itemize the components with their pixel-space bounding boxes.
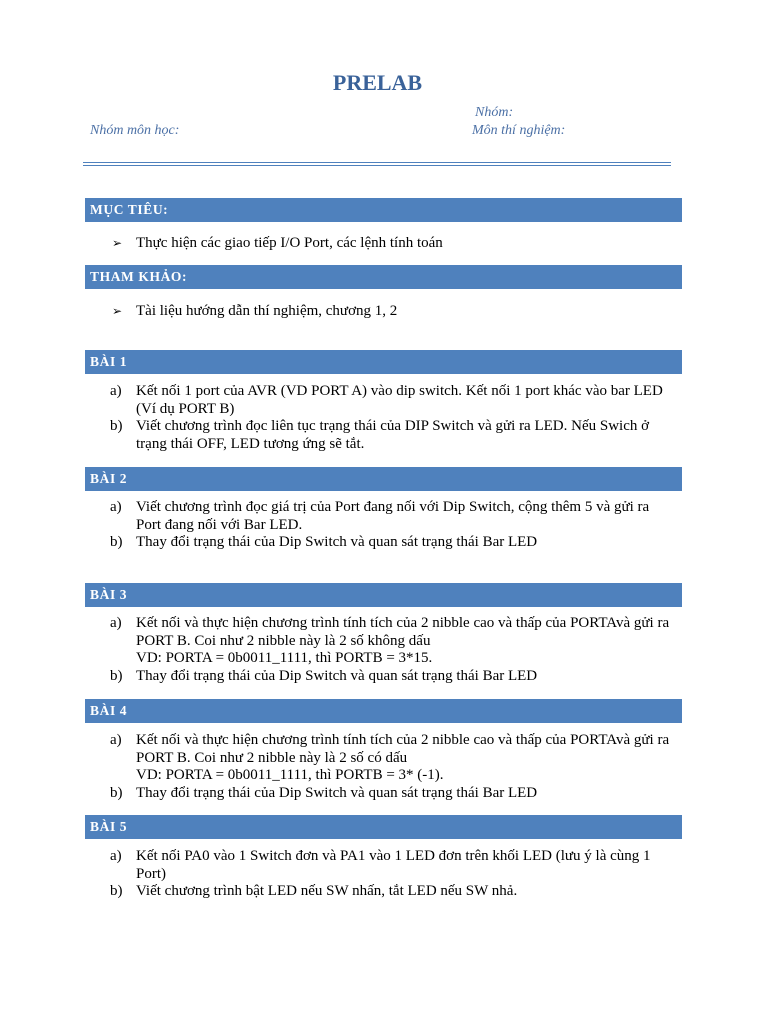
item-text-line: Port) <box>136 865 166 882</box>
item-label: b) <box>110 418 123 434</box>
item-text-line: Viết chương trình bật LED nếu SW nhấn, tắt LED nếu SW nhả. <box>136 883 518 899</box>
bullet-muc-tieu <box>112 234 443 252</box>
item-text-line: trạng thái OFF, LED tương ứng sẽ tắt. <box>136 435 365 452</box>
item-text-line: Viết chương trình đọc liên tục trạng thái của DIP Switch và gửi ra LED. Nếu Swich ở <box>136 418 650 434</box>
item-text-line: Kết nối và thực hiện chương trình tính tích của 2 nibble cao và thấp của PORTAvà gửi ra <box>136 615 670 631</box>
item-text-line: PORT B. Coi như 2 nibble này là 2 số không dấu <box>136 632 431 649</box>
section-heading-bai-3: BÀI 3 <box>85 583 682 607</box>
arrow-bullet-icon: ➢ <box>112 304 123 318</box>
item-label: b) <box>110 785 123 801</box>
item-text-line: Thay đổi trạng thái của Dip Switch và quan sát trạng thái Bar LED <box>136 785 538 801</box>
list-item-bai4-b <box>110 785 682 803</box>
section-heading-bai-1: BÀI 1 <box>85 350 682 374</box>
list-item-bai1-b <box>110 418 682 453</box>
section-heading-bai-5: BÀI 5 <box>85 815 682 839</box>
item-text-line: VD: PORTA = 0b0011_1111, thì PORTB = 3* (-1). <box>136 767 444 783</box>
course-group-label: Nhóm môn học: <box>90 123 180 138</box>
item-label: b) <box>110 668 123 684</box>
item-text-line: Kết nối PA0 vào 1 Switch đơn và PA1 vào 1 LED đơn trên khối LED (lưu ý là cùng 1 <box>136 848 651 864</box>
header-divider-top <box>83 162 671 163</box>
list-item-bai5-a <box>110 848 682 883</box>
item-label: b) <box>110 883 123 899</box>
experiment-label: Môn thí nghiệm: <box>472 123 566 138</box>
item-label: b) <box>110 534 123 550</box>
bullet-text: Thực hiện các giao tiếp I/O Port, các lệnh tính toán <box>136 235 443 251</box>
item-label: a) <box>110 383 122 399</box>
group-label: Nhóm: <box>475 105 514 120</box>
list-item-bai2-b <box>110 534 682 552</box>
list-item-bai4-a <box>110 732 682 785</box>
list-item-bai2-a <box>110 499 682 534</box>
list-item-bai3-a <box>110 615 682 668</box>
item-text-line: Thay đổi trạng thái của Dip Switch và quan sát trạng thái Bar LED <box>136 668 538 684</box>
header-divider-bottom <box>83 165 671 166</box>
page-title: PRELAB <box>332 70 423 95</box>
list-item-bai3-b <box>110 668 682 686</box>
item-text-line: Viết chương trình đọc giá trị của Port đang nối với Dip Switch, cộng thêm 5 và gửi ra <box>136 499 650 515</box>
item-label: a) <box>110 615 122 631</box>
item-label: a) <box>110 732 122 748</box>
section-heading-tham-khao: THAM KHẢO: <box>85 265 682 289</box>
item-text-line: Port đang nối với Bar LED. <box>136 516 303 533</box>
list-item-bai5-b <box>110 883 682 901</box>
item-text-line: Thay đổi trạng thái của Dip Switch và quan sát trạng thái Bar LED <box>136 534 538 550</box>
bullet-tham-khao <box>112 302 397 320</box>
item-label: a) <box>110 848 122 864</box>
section-heading-bai-4: BÀI 4 <box>85 699 682 723</box>
bullet-text: Tài liệu hướng dẫn thí nghiệm, chương 1, 2 <box>136 303 398 319</box>
item-text-line: VD: PORTA = 0b0011_1111, thì PORTB = 3*15. <box>136 650 433 666</box>
item-text-line: Kết nối 1 port của AVR (VD PORT A) vào dip switch. Kết nối 1 port khác vào bar LED <box>136 383 663 399</box>
section-heading-muc-tieu: MỤC TIÊU: <box>85 198 682 222</box>
arrow-bullet-icon: ➢ <box>112 236 123 250</box>
section-heading-bai-2: BÀI 2 <box>85 467 682 491</box>
item-text-line: (Ví dụ PORT B) <box>136 400 235 417</box>
item-text-line: Kết nối và thực hiện chương trình tính tích của 2 nibble cao và thấp của PORTAvà gửi ra <box>136 732 670 748</box>
item-label: a) <box>110 499 122 515</box>
list-item-bai1-a <box>110 383 682 418</box>
item-text-line: PORT B. Coi như 2 nibble này là 2 số có dấu <box>136 749 408 766</box>
